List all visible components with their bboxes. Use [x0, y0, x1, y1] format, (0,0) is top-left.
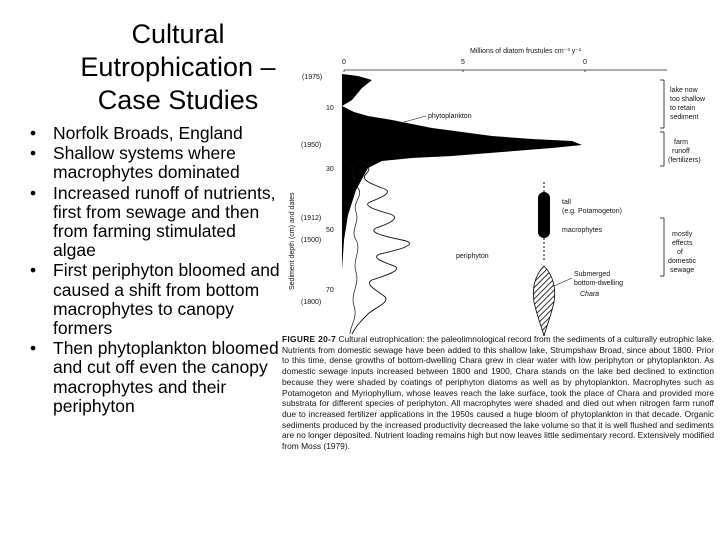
slide-title — [60, 18, 296, 117]
top-tick: 5 — [461, 59, 465, 66]
annotation-line: (fertilizers) — [668, 157, 701, 164]
annotation-line: mostly — [672, 231, 693, 238]
annotation-line: effects — [672, 240, 693, 247]
date-label: (1912) — [301, 215, 322, 222]
annotation-line: sediment — [670, 114, 699, 121]
annotation-line: sewage — [670, 267, 695, 274]
periphyton-label: periphyton — [456, 253, 489, 260]
top-axis-title: Millions of diatom frustules cm⁻³ y⁻¹ — [470, 48, 582, 55]
bullet-item: • Increased runoff of nutrients, first from sewage and then from farming stimulated algae — [28, 184, 280, 261]
title-line-2: Eutrophication – — [80, 52, 276, 82]
top-tick: 0 — [342, 59, 346, 66]
annotation-line: domestic — [668, 258, 697, 265]
bullet-item: • Norfolk Broads, England — [28, 124, 280, 143]
bottom-dwelling-label: bottom-dwelling — [574, 280, 624, 287]
depth-tick: 70 — [326, 287, 334, 294]
annotation-line: of — [677, 249, 683, 256]
bullet-item: • Shallow systems where macrophytes dominated — [28, 144, 280, 182]
submerged-label: Submerged — [574, 271, 611, 278]
depth-tick: 30 — [326, 166, 334, 173]
chara-label: Chara — [580, 291, 600, 298]
tall-example-label: (e.g. Potamogeton) — [562, 208, 622, 215]
tall-label: tall — [562, 199, 571, 206]
periphyton-curve — [352, 160, 410, 334]
date-label: (1800) — [301, 299, 322, 306]
annotation-line: lake now — [670, 87, 698, 94]
depth-tick: 50 — [326, 227, 334, 234]
bullet-list — [28, 124, 280, 417]
tall-macrophyte-bar — [538, 192, 550, 238]
annotation-line: runoff — [672, 148, 690, 155]
phytoplankton-curve — [342, 74, 582, 270]
annotation-line: too shallow — [670, 96, 706, 103]
chara-spindle — [533, 266, 554, 336]
title-line-3: Case Studies — [97, 85, 259, 115]
date-label: (1950) — [301, 142, 322, 149]
annotation-line: to retain — [670, 105, 696, 112]
figure-plot — [272, 40, 720, 340]
annotation-line: farm — [674, 139, 688, 146]
top-tick: 0 — [583, 59, 587, 66]
caption-label: FIGURE 20-7 — [282, 334, 337, 344]
bullet-item: • First periphyton bloomed and caused a shift from bottom macrophytes to canopy formers — [28, 261, 280, 338]
date-label: (1500) — [301, 237, 322, 244]
title-line-1: Cultural — [131, 19, 225, 49]
depth-tick: 10 — [326, 105, 334, 112]
caption-text: Cultural eutrophication: the paleolimnological record from the sediments of a culturally eutrophic lake. Nutrients from domestic sewage have been added to this shallow lake, Strumpshaw Broad, since about 1800. Prior to this time, dense growths of bottom-dwelling Chara grew in clear water with low periphyton or phytoplankton. As domestic sewage inputs increased between 1800 and 1900, Chara stands on the lake bed declined to extinction because they were shaded by coatings of periphyton diatoms as well as by phytoplankton. Macrophytes such as Potamogeton and Myriophyllum, whose leaves reach the lake surface, took the place of Chara and provided more substrata for different species of periphyton. All macrophytes were shaded and died out when nitrogen farm runoff due to increased fertilizer applications in the 1950s caused a huge bloom of phytoplankton in that decade. Organic sediments produced by the increased productivity decreased the lake volume so that it is well flushed and sediments are no longer deposited. Nutrient loading remains high but now leaves little sedimentary record. Extensively modified from Moss (1979). — [282, 334, 715, 452]
phytoplankton-label: phytoplankton — [428, 113, 472, 120]
y-axis-label: Sediment depth (cm) and dates — [289, 192, 296, 290]
bullet-item: • Then phytoplankton bloomed and cut off even the canopy macrophytes and their periphyton — [28, 339, 280, 416]
date-label: (1975) — [302, 74, 323, 81]
macrophytes-label: macrophytes — [562, 227, 603, 234]
figure-caption — [282, 334, 714, 452]
